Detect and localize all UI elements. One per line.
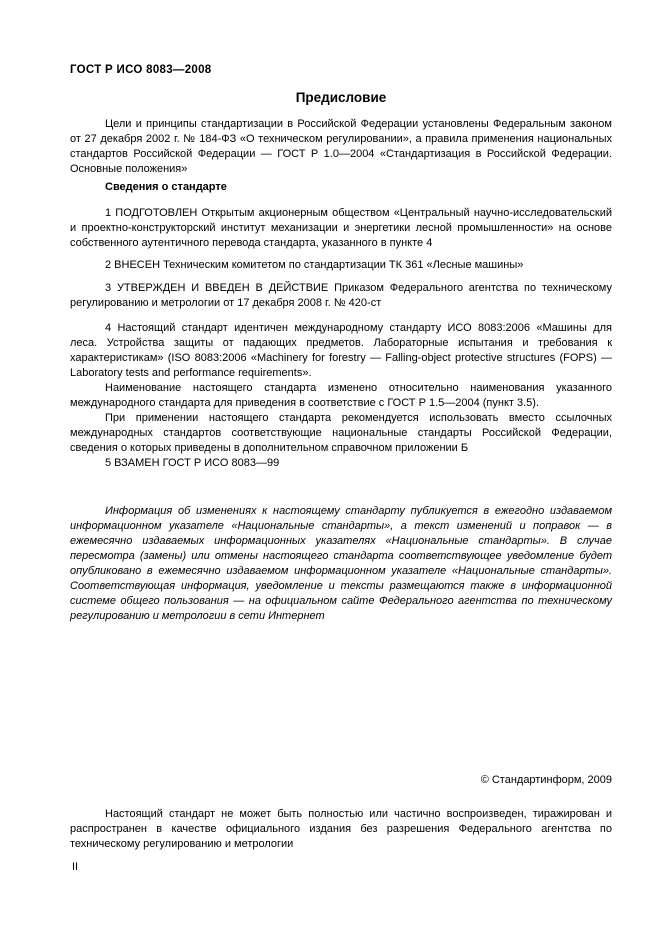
reproduction-restriction-section — [70, 807, 612, 852]
standard-info-item-1 — [70, 206, 612, 251]
reproduction-restriction-text: Настоящий стандарт не может быть полностью или частично воспроизведен, тиражирован и распространен в качестве официального издания без разрешения Федерального агентства по техническому регулированию и метрологии — [70, 808, 612, 850]
standard-info-item-4-name-change: Наименование настоящего стандарта изменено относительно наименования указанного международного стандарта для приведения в соответствие с ГОСТ Р 1.5—2004 (пункт 3.5). — [70, 382, 612, 409]
document-header: ГОСТ Р ИСО 8083—2008 — [70, 64, 212, 76]
amendment-note-section — [70, 504, 612, 624]
standard-info-heading: Сведения о стандарте — [105, 181, 227, 193]
standard-info-item-4-text: 4 Настоящий стандарт идентичен международному стандарту ИСО 8083:2006 «Машины для леса. Устройства защиты от падающих предметов. Лабораторные испытания и требования к характеристикам» (ISO 8083:2006 «Machinery for forestry — Falling-object protective structures (FOPS) — Laboratory tests and performance requirements». — [70, 322, 612, 379]
standard-info-item-3-text: 3 УТВЕРЖДЕН И ВВЕДЕН В ДЕЙСТВИЕ Приказом Федерального агентства по техническому регулированию и метрологии от 17 декабря 2008 г. № 420-ст — [70, 282, 612, 309]
standard-info-item-5-text: 5 ВЗАМЕН ГОСТ Р ИСО 8083—99 — [105, 457, 280, 469]
standard-info-item-2 — [70, 258, 612, 273]
standard-info-item-4 — [70, 321, 612, 456]
standard-info-item-2-text: 2 ВНЕСЕН Техническим комитетом по стандартизации ТК 361 «Лесные машины» — [105, 259, 524, 271]
page-title: Предисловие — [295, 90, 387, 105]
copyright-notice: © Стандартинформ, 2009 — [480, 774, 612, 786]
intro-paragraph: Цели и принципы стандартизации в Российской Федерации установлены Федеральным законом от 27 декабря 2002 г. № 184-ФЗ «О техническом регулировании», а правила применения национальных стандартов Российской Федерации — ГОСТ Р 1.0—2004 «Стандартизация в Российской Федерации. Основные положения» — [70, 118, 612, 175]
standard-info-item-4-application: При применении настоящего стандарта рекомендуется использовать вместо ссылочных международных стандартов соответствующие национальные стандарты Российской Федерации, сведения о которых приведены в дополнительном справочном приложении Б — [70, 412, 612, 454]
standard-info-item-5 — [70, 456, 612, 471]
standard-info-item-3 — [70, 281, 612, 311]
standard-info-item-1-text: 1 ПОДГОТОВЛЕН Открытым акционерным обществом «Центральный научно-исследовательский и проектно-конструкторский институт механизации и энергетики лесной промышленности» на основе собственного аутентичного перевода стандарта, указанного в пункте 4 — [70, 207, 612, 249]
intro-section — [70, 117, 612, 177]
amendment-note-text: Информация об изменениях к настоящему стандарту публикуется в ежегодно издаваемом информационном указателе «Национальные стандарты», а текст изменений и поправок — в ежемесячно издаваемых информационных указателях «Национальные стандарты». В случае пересмотра (замены) или отмены настоящего стандарта соответствующее уведомление будет опубликовано в ежемесячно издаваемом информационном указателе «Национальные стандарты». Соответствующая информация, уведомление и тексты размещаются также в информационной системе общего пользования — на официальном сайте Федерального агентства по техническому регулированию и метрологии в сети Интернет — [70, 505, 612, 622]
page-number: II — [72, 861, 79, 873]
